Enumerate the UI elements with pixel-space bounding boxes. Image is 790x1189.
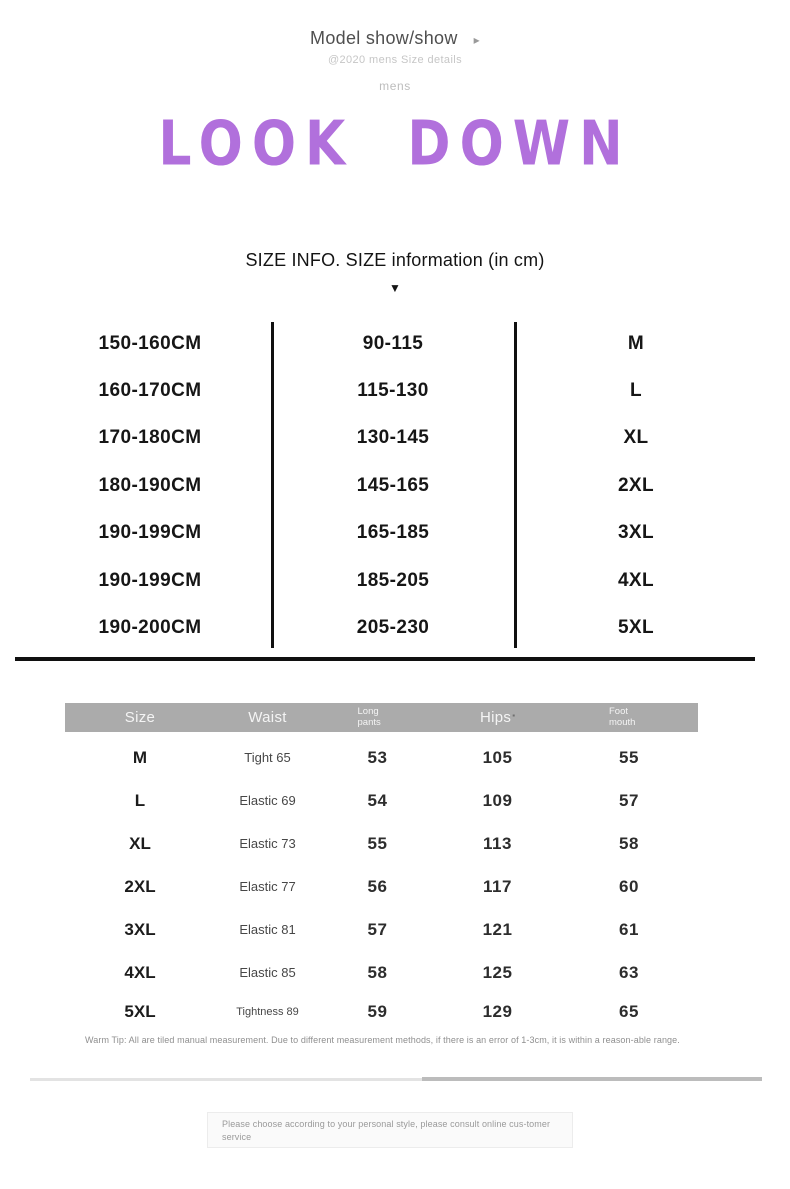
spec-long-pants: 54 (367, 790, 388, 810)
model-show-link[interactable] (0, 28, 790, 49)
spec-waist: Elastic 81 (239, 922, 296, 937)
table-row (65, 908, 698, 951)
spec-size: XL (129, 833, 151, 853)
table-row (65, 994, 698, 1030)
spec-long-pants: 53 (367, 747, 388, 767)
spec-foot-mouth: 55 (619, 747, 639, 767)
size-cell: XL (623, 427, 649, 449)
spec-waist: Elastic 77 (239, 879, 296, 894)
spec-hips: 129 (482, 1002, 513, 1021)
weight-cell: 145-165 (356, 474, 430, 496)
size-info-heading: SIZE INFO. SIZE information (in cm) (245, 250, 545, 270)
spec-waist: Elastic 85 (239, 965, 296, 980)
weight-cell: 130-145 (356, 427, 430, 449)
col-header-foot-mouth: Foot mouth (609, 706, 636, 728)
spec-hips: 125 (482, 962, 513, 982)
footer-divider-light (30, 1078, 422, 1081)
spec-size: 5XL (124, 1002, 156, 1021)
table-row (65, 779, 698, 822)
spec-long-pants: 59 (367, 1002, 388, 1021)
look-down-banner-text: LOOK DOWN (158, 109, 632, 181)
size-cell: M (627, 332, 645, 354)
chevron-right-icon: ▸ (473, 32, 480, 47)
table-row (65, 822, 698, 865)
spec-size: 3XL (124, 919, 156, 939)
height-column (25, 320, 275, 652)
weight-cell: 185-205 (356, 569, 430, 591)
height-cell: 180-190CM (98, 474, 202, 496)
size-column (511, 320, 761, 652)
size-cell: 2XL (617, 474, 655, 496)
spec-hips: 113 (483, 833, 512, 853)
table-row (65, 736, 698, 779)
table-row (65, 865, 698, 908)
spec-long-pants: 57 (367, 919, 388, 939)
col-header-hips-label: Hips (479, 708, 512, 726)
height-size-table (0, 320, 790, 650)
spec-size: 4XL (124, 962, 156, 982)
height-cell: 160-170CM (98, 380, 202, 402)
spec-waist: Elastic 69 (239, 793, 296, 808)
warm-tip-text: Warm Tip: All are tiled manual measurement. Due to different measurement methods, if there is an error of 1-3cm, it is within a reason-able range. (85, 1035, 680, 1045)
col-header-size: Size (124, 709, 156, 726)
spec-long-pants: 55 (367, 833, 388, 853)
col-header-waist: Waist (248, 709, 287, 726)
spec-size: 2XL (124, 876, 156, 896)
watermark-text: mens (379, 79, 411, 93)
spec-long-pants: 56 (367, 876, 388, 896)
spec-foot-mouth: 63 (619, 962, 639, 982)
spec-hips: 109 (482, 790, 513, 810)
height-cell: 190-199CM (98, 522, 202, 544)
size-cell: 3XL (617, 522, 655, 544)
spec-waist: Tightness 89 (236, 1006, 299, 1018)
height-cell: 170-180CM (98, 427, 202, 449)
spec-size: L (134, 790, 146, 810)
height-cell: 190-199CM (98, 569, 202, 591)
size-cell: 4XL (617, 569, 655, 591)
section-divider-line (15, 657, 755, 661)
footer-notice-box (207, 1112, 573, 1148)
spec-waist: Tight 65 (244, 750, 291, 765)
watermark-text: @2020 mens Size details (327, 54, 463, 66)
weight-column (268, 320, 518, 652)
col-header-long-pants: Long pants (357, 706, 381, 728)
weight-cell: 205-230 (356, 617, 430, 639)
size-cell: L (629, 380, 642, 402)
col-header-hips (435, 709, 560, 727)
spec-size: M (132, 747, 148, 767)
triangle-down-icon: ▼ (389, 281, 401, 295)
spec-foot-mouth: 65 (619, 1002, 639, 1021)
spec-table-header (65, 703, 698, 732)
spec-foot-mouth: 57 (619, 790, 639, 810)
height-cell: 150-160CM (98, 332, 202, 354)
weight-cell: 115-130 (357, 380, 429, 402)
spec-table-body (65, 736, 698, 1030)
model-show-title: Model show/show (310, 28, 458, 48)
spec-foot-mouth: 60 (619, 876, 639, 896)
spec-hips: 105 (482, 747, 513, 767)
height-cell: 190-200CM (98, 617, 202, 639)
hips-mark-icon: ▪ (512, 710, 516, 720)
size-cell: 5XL (617, 617, 655, 639)
look-down-banner (0, 109, 790, 181)
spec-waist: Elastic 73 (239, 836, 296, 851)
spec-long-pants: 58 (367, 962, 388, 982)
spec-foot-mouth: 58 (619, 833, 639, 853)
weight-cell: 90-115 (362, 332, 424, 354)
weight-cell: 165-185 (356, 522, 430, 544)
spec-hips: 117 (483, 876, 512, 896)
spec-foot-mouth: 61 (619, 919, 639, 939)
table-row (65, 951, 698, 994)
spec-hips: 121 (482, 919, 513, 939)
footer-notice-text: Please choose according to your personal style, please consult online cus-tomer service (222, 1119, 551, 1142)
footer-divider-dark (422, 1077, 762, 1081)
